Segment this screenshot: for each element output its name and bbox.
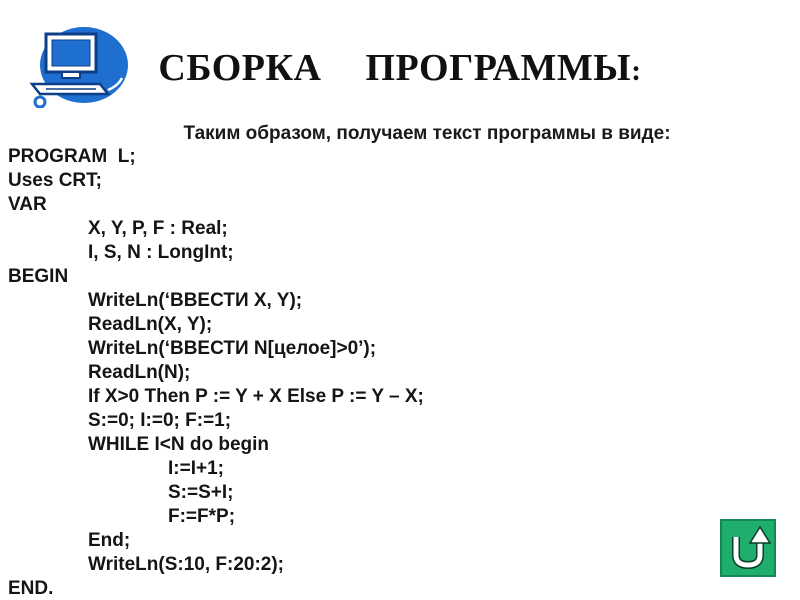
title-colon: : [631,54,642,87]
code-line: S:=0; I:=0; F:=1; [88,410,232,431]
code-line: PROGRAM L; [8,146,136,167]
code-line: X, Y, P, F : Real; [88,218,228,239]
code-line: I:=I+1; [168,458,224,479]
code-line: WHILE I<N do begin [88,434,270,455]
code-line: I, S, N : LongInt; [88,242,234,263]
code-line: If X>0 Then P := Y + X Else P := Y – X; [88,386,424,407]
code-line: VAR [8,194,47,215]
code-line: ReadLn(X, Y); [88,314,213,335]
title-word-program: ПРОГРАММЫ [365,47,632,89]
code-line: End; [88,530,131,551]
return-button[interactable] [720,519,776,577]
code-line: WriteLn(S:10, F:20:2); [88,554,285,575]
slide-title [0,46,800,90]
code-line: F:=F*P; [168,506,236,527]
code-line: Uses CRT; [8,170,102,191]
title-word-assembly: СБОРКА [158,47,322,89]
code-line: WriteLn(‘ВВЕСТИ X, Y); [88,290,303,311]
code-line: BEGIN [8,266,69,287]
code-line: WriteLn(‘ВВЕСТИ N[целое]>0’); [88,338,377,359]
return-arrow-icon [722,521,774,575]
slide-subtitle: Таким образом, получаем текст программы в виде: [183,123,671,144]
code-line: END. [8,578,54,599]
code-line: S:=S+I; [168,482,234,503]
code-line: ReadLn(N); [88,362,191,383]
